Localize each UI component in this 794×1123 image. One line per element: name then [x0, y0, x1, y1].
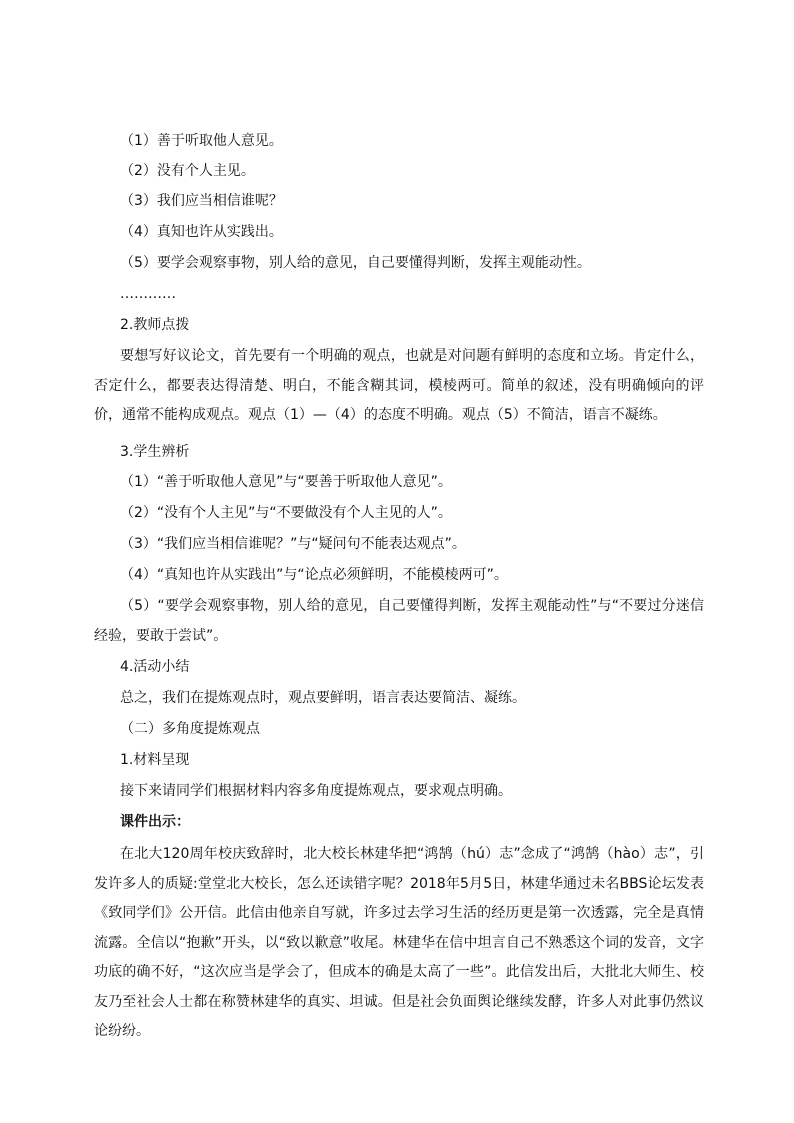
- material-intro: 接下来请同学们根据材料内容多角度提炼观点，要求观点明确。: [120, 783, 512, 799]
- material-paragraph: 在北大120周年校庆致辞时，北大校长林建华把“鸿鹄（hú）志”念成了“鸿鹄（hào）志”，引发许多人的质疑:堂堂北大校长，怎么还读错字呢？2018年5月5日，林建华通过未名BBS论坛发表《致同学们》公开信。此信由他亲自写就，许多过去学习生活的经历更是第一次透露，完全是真情流露。全信以“抱歉”开头，以“致以歉意”收尾。林建华在信中坦言自己不熟悉这个词的发音，文字功底的确不好，“这次应当是学会了，但成本的确是太高了一些”。此信发出后，大批北大师生、校友乃至社会人士都在称赞林建华的真实、坦诚。但是社会负面舆论继续发酵，许多人对此事仍然议论纷纷。: [94, 846, 704, 1039]
- section-heading-material: 1.材料呈现: [120, 752, 190, 768]
- list-item: （2）没有个人主见。: [120, 163, 255, 179]
- summary-text: 总之，我们在提炼观点时，观点要鲜明，语言表达要简洁、凝练。: [120, 690, 526, 706]
- analysis-item: （1）“善于听取他人意见”与“要善于听取他人意见”。: [120, 474, 452, 490]
- analysis-item: （4）“真知也许从实践出”与“论点必须鲜明，不能模棱两可”。: [120, 567, 508, 583]
- section-heading-summary: 4.活动小结: [120, 659, 190, 675]
- section-heading-teacher: 2.教师点拨: [120, 317, 190, 333]
- list-item: （3）我们应当相信谁呢？: [120, 193, 283, 209]
- ellipsis-text: …………: [120, 286, 176, 302]
- section-heading-multi-angle: （二）多角度提炼观点: [120, 721, 260, 737]
- teacher-paragraph: 要想写好议论文，首先要有一个明确的观点，也就是对问题有鲜明的态度和立场。肯定什么，否定什么，都要表达得清楚、明白，不能含糊其词，模棱两可。简单的叙述，没有明确倾向的评价，通常不能构成观点。观点（1）—（4）的态度不明确。观点（5）不简洁，语言不凝练。: [94, 348, 704, 423]
- list-item: （1）善于听取他人意见。: [120, 133, 283, 149]
- analysis-item: （2）“没有个人主见”与“不要做没有个人主见的人”。: [120, 505, 452, 521]
- list-item: （5）要学会观察事物，别人给的意见，自己要懂得判断，发挥主观能动性。: [120, 255, 591, 271]
- analysis-item: （5）“要学会观察事物，别人给的意见，自己要懂得判断，发挥主观能动性”与“不要过分迷信经验，要敢于尝试”。: [94, 598, 704, 644]
- analysis-item: （3）“我们应当相信谁呢？”与“疑问句不能表达观点”。: [120, 536, 466, 552]
- courseware-label: 课件出示：: [120, 814, 190, 830]
- section-heading-student: 3.学生辨析: [120, 444, 190, 460]
- list-item: （4）真知也许从实践出。: [120, 224, 283, 240]
